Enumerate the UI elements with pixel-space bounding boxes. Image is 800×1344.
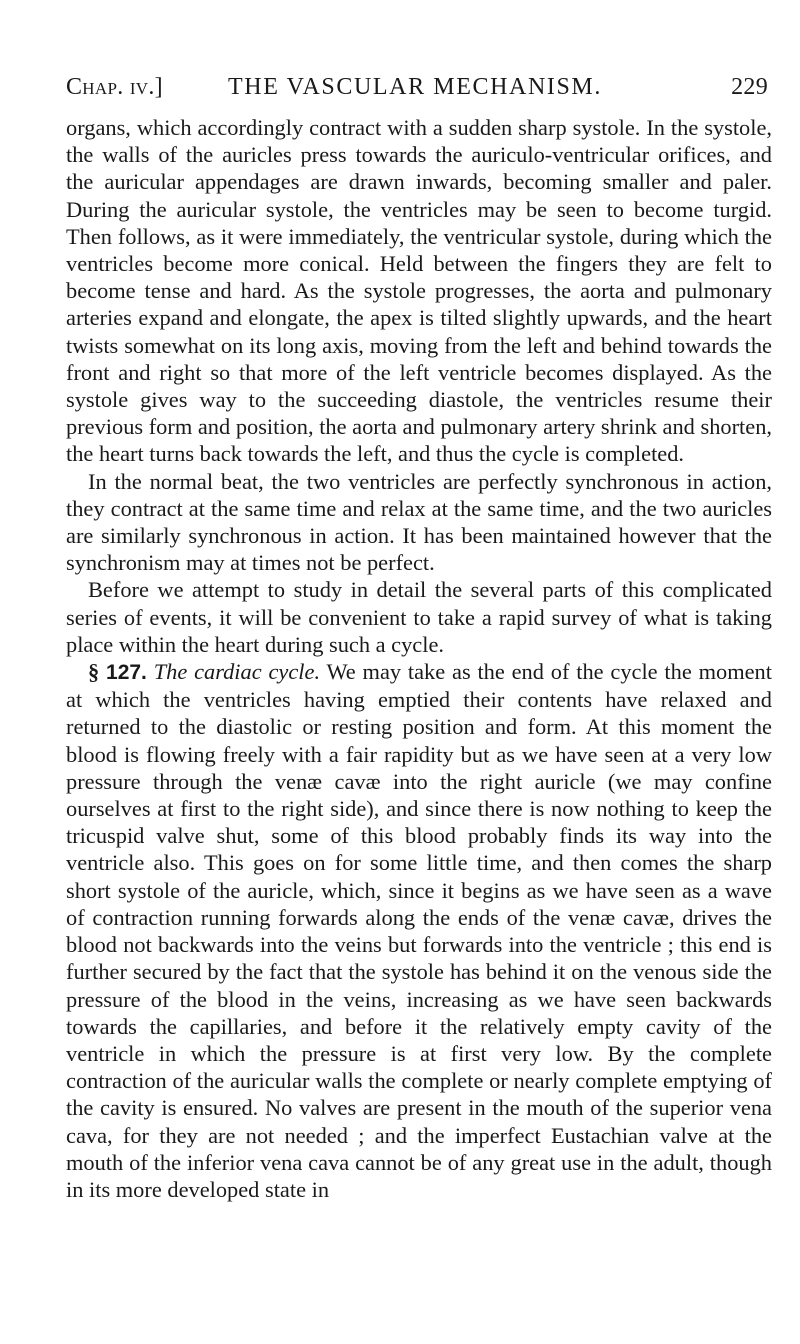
- section-mark: §: [88, 659, 100, 685]
- chapter-label: Chap. iv.]: [66, 74, 163, 100]
- paragraph-section-127: [66, 658, 772, 1203]
- paragraph-continuation: organs, which accordingly contract with a sudden sharp systole. In the systole, the walls of the auricles press towards the auriculo-ventricular orifices, and the auricular appendages are drawn inwards, becoming smaller and paler. During the auricular systole, the ventricles may be seen to become turgid. Then follows, as it were immediately, the ventricular systole, during which the ventricles become more conical. Held between the fingers they are felt to become tense and hard. As the systole progresses, the aorta and pulmonary arteries expand and elongate, the apex is tilted slightly upwards, and the heart twists somewhat on its long axis, moving from the left and behind towards the front and right so that more of the left ventricle becomes displayed. As the systole gives way to the succeeding diastole, the ventricles resume their previous form and position, the aorta and pulmonary artery shrink and shorten, the heart turns back towards the left, and thus the cycle is completed.: [66, 115, 772, 467]
- running-title: THE VASCULAR MECHANISM.: [228, 74, 602, 100]
- section-number: 127.: [106, 661, 147, 685]
- body-text: [66, 114, 772, 1203]
- page-number: 229: [731, 74, 768, 100]
- running-head: [66, 72, 768, 102]
- paragraph-survey: Before we attempt to study in detail the several parts of this complicated series of events, it will be convenient to take a rapid survey of what is taking place within the heart during such a cycle.: [66, 577, 772, 657]
- section-title: The cardiac cycle.: [153, 659, 321, 685]
- paragraph-synchronism: In the normal beat, the two ventricles are perfectly synchronous in action, they contract at the same time and relax at the same time, and the two auricles are similarly synchronous in action. It has been maintained however that the synchronism may at times not be perfect.: [66, 468, 772, 576]
- section-text: We may take as the end of the cycle the moment at which the ventricles having emptied their contents have relaxed and returned to the diastolic or resting position and form. At this moment the blood is flowing freely with a fair rapidity but as we have seen at a very low pressure through the venæ cavæ into the right auricle (we may confine ourselves at first to the right side), and since there is now nothing to keep the tricuspid valve shut, some of this blood probably finds its way into the ventricle also. This goes on for some little time, and then comes the sharp short systole of the auricle, which, since it begins as we have seen as a wave of contraction running forwards along the ends of the venæ cavæ, drives the blood not backwards into the veins but forwards into the ventricle ; this end is further secured by the fact that the systole has behind it on the venous side the pressure of the blood in the veins, increasing as we have seen backwards towards the capillaries, and before it the relatively empty cavity of the ventricle in which the pressure is at first very low. By the complete contraction of the auricular walls the complete or nearly complete emptying of the cavity is ensured. No valves are present in the mouth of the superior vena cava, for they are not needed ; and the imperfect Eustachian valve at the mouth of the inferior vena cava cannot be of any great use in the adult, though in its more developed state in: [66, 659, 772, 1202]
